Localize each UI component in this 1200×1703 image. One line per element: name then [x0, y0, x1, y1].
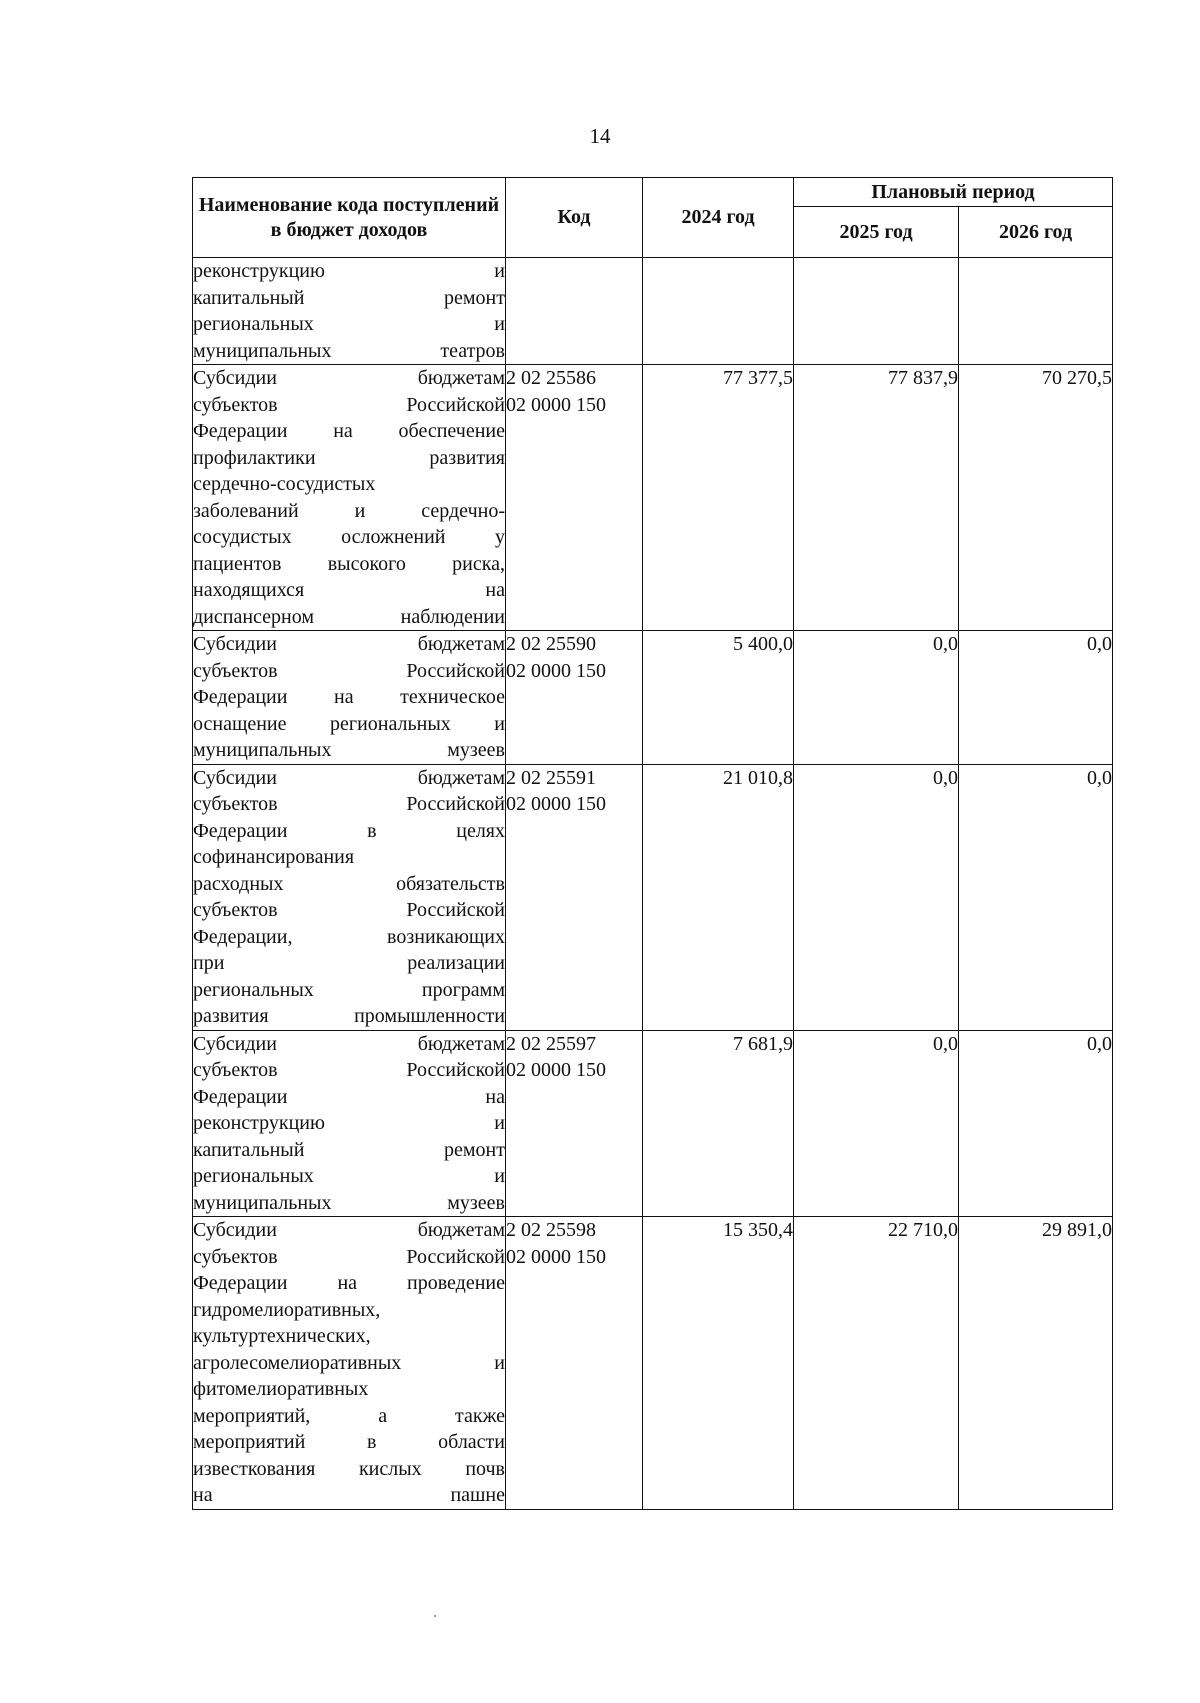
row-name-line: Федерации на проведение — [193, 1272, 505, 1294]
row-name-line: пациентов высокого риска, — [193, 552, 505, 575]
row-code-line: 2 02 25598 — [506, 1219, 596, 1241]
row-code-cell — [506, 631, 643, 765]
row-name-line: находящихся на — [193, 579, 505, 601]
row-name-line: профилактики развития — [193, 446, 505, 469]
page-number: 14 — [589, 124, 611, 148]
row-name-line: Федерации на техническое — [193, 686, 505, 708]
row-2024-value — [643, 258, 794, 365]
row-name-line: Федерации, возникающих — [193, 925, 505, 948]
row-name-line: на пашне — [193, 1484, 505, 1506]
row-code-line: 2 02 25586 — [506, 367, 596, 389]
budget-revenue-table — [192, 177, 1113, 1510]
row-code-cell — [506, 1030, 643, 1217]
row-2025-value: 0,0 — [794, 764, 959, 1030]
row-name-line: мероприятий в области — [193, 1431, 505, 1453]
row-2024-value: 15 350,4 — [643, 1217, 794, 1510]
row-2025-value: 0,0 — [794, 631, 959, 765]
row-code-cell — [506, 365, 643, 631]
table-row — [193, 258, 1113, 365]
row-name-line: Федерации на обеспечение — [193, 420, 505, 442]
row-name-line: капитальный ремонт — [193, 286, 505, 309]
row-code-cell — [506, 1217, 643, 1510]
header-code: Код — [506, 178, 643, 258]
row-name-line: заболеваний и сердечно- — [193, 499, 505, 522]
row-code-line: 02 0000 150 — [506, 1059, 606, 1081]
row-name-line: расходных обязательств — [193, 872, 505, 895]
header-year-2026: 2026 год — [959, 207, 1113, 258]
row-2024-value: 77 377,5 — [643, 365, 794, 631]
row-code-cell — [506, 764, 643, 1030]
row-code-line: 2 02 25590 — [506, 633, 596, 655]
row-name-line: муниципальных театров — [193, 339, 505, 362]
row-2026-value: 70 270,5 — [959, 365, 1113, 631]
table-row — [193, 365, 1113, 631]
row-name-line: фитомелиоративных — [193, 1378, 369, 1400]
row-name-cell — [193, 1217, 506, 1510]
row-name-line: региональных и — [193, 1165, 505, 1187]
row-2024-value: 7 681,9 — [643, 1030, 794, 1217]
row-2026-value: 0,0 — [959, 631, 1113, 765]
row-name-line: при реализации — [193, 952, 505, 974]
row-name-line: сосудистых осложнений у — [193, 526, 505, 548]
row-name-cell — [193, 764, 506, 1030]
scan-speck — [434, 1615, 436, 1617]
row-name-cell — [193, 365, 506, 631]
row-name-line: субъектов Российской — [193, 1059, 505, 1081]
row-2026-value: 0,0 — [959, 1030, 1113, 1217]
row-name-line: реконструкцию и — [193, 1112, 505, 1134]
row-name-line: Субсидии бюджетам — [193, 1032, 505, 1055]
row-name-line: региональных программ — [193, 978, 505, 1001]
row-name-line: субъектов Российской — [193, 393, 505, 416]
row-2025-value: 77 837,9 — [794, 365, 959, 631]
row-name-line: мероприятий, а также — [193, 1404, 505, 1427]
row-name-line: софинансирования — [193, 846, 355, 868]
row-name-line: развития промышленности — [193, 1005, 505, 1027]
row-name-line: Федерации на — [193, 1085, 505, 1108]
row-name-line: культуртехнических, — [193, 1325, 371, 1347]
row-name-line: диспансерном наблюдении — [193, 605, 505, 628]
row-name-line: реконструкцию и — [193, 260, 505, 282]
table-row — [193, 1030, 1113, 1217]
header-year-2024: 2024 год — [643, 178, 794, 258]
row-2025-value: 22 710,0 — [794, 1217, 959, 1510]
row-name-line: Субсидии бюджетам — [193, 367, 505, 389]
row-name-line: субъектов Российской — [193, 899, 505, 921]
row-2026-value: 0,0 — [959, 764, 1113, 1030]
row-name-line: Федерации в целях — [193, 819, 505, 842]
header-year-2025: 2025 год — [794, 207, 959, 258]
row-code-cell — [506, 258, 643, 365]
table-row — [193, 764, 1113, 1030]
row-2025-value: 0,0 — [794, 1030, 959, 1217]
row-2026-value: 29 891,0 — [959, 1217, 1113, 1510]
row-name-line: муниципальных музеев — [193, 739, 505, 761]
row-name-line: региональных и — [193, 313, 505, 335]
table-row — [193, 631, 1113, 765]
row-name-cell — [193, 1030, 506, 1217]
row-code-line: 2 02 25597 — [506, 1032, 596, 1055]
row-name-line: субъектов Российской — [193, 659, 505, 682]
row-name-line: Субсидии бюджетам — [193, 766, 505, 789]
row-code-line: 02 0000 150 — [506, 393, 606, 416]
row-name-cell — [193, 631, 506, 765]
header-planned-period: Плановый период — [794, 178, 1113, 207]
row-name-line: субъектов Российской — [193, 1245, 505, 1268]
row-2024-value: 21 010,8 — [643, 764, 794, 1030]
row-name-line: капитальный ремонт — [193, 1138, 505, 1161]
row-name-cell — [193, 258, 506, 365]
table-body — [193, 258, 1113, 1510]
row-2026-value — [959, 258, 1113, 365]
row-code-line: 02 0000 150 — [506, 1245, 606, 1268]
row-code-line: 02 0000 150 — [506, 793, 606, 815]
row-name-line: гидромелиоративных, — [193, 1298, 381, 1321]
row-2025-value — [794, 258, 959, 365]
row-name-line: сердечно-сосудистых — [193, 473, 376, 495]
row-name-line: известкования кислых почв — [193, 1457, 505, 1480]
header-name: Наименование кода поступлений в бюджет доходов — [193, 178, 506, 258]
row-name-line: субъектов Российской — [193, 793, 505, 815]
row-name-line: Субсидии бюджетам — [193, 633, 505, 655]
row-code-line: 2 02 25591 — [506, 766, 596, 789]
row-code-line: 02 0000 150 — [506, 659, 606, 682]
table-row — [193, 1217, 1113, 1510]
row-2024-value: 5 400,0 — [643, 631, 794, 765]
row-name-line: Субсидии бюджетам — [193, 1219, 505, 1241]
row-name-line: муниципальных музеев — [193, 1191, 505, 1214]
row-name-line: агролесомелиоративных и — [193, 1351, 505, 1374]
row-name-line: оснащение региональных и — [193, 712, 505, 735]
